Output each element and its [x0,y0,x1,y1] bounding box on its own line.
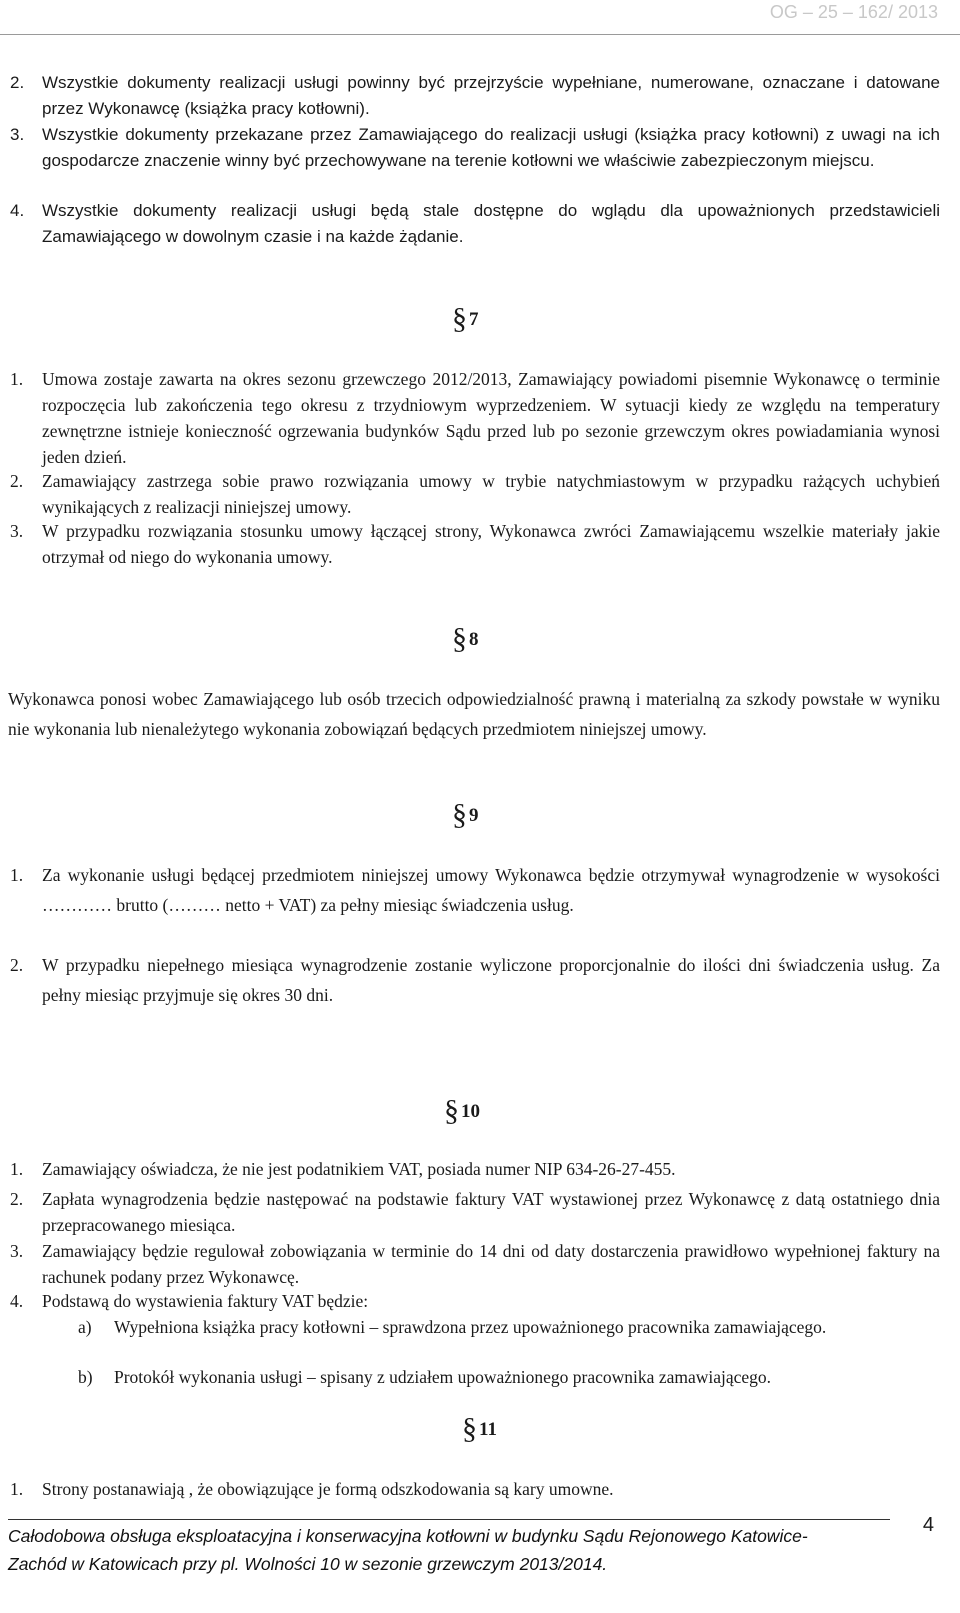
list-item [10,1476,940,1502]
section-sign: § [444,1094,459,1127]
item-number: 4. [10,1291,24,1311]
item-text: Zamawiający będzie regulował zobowiązania w terminie do 14 dni od daty dostarczenia prawidłowo wypełnionej faktury na rachunek podany przez Wykonawcę. [42,1241,940,1287]
item-number: 1. [10,1159,24,1179]
section-sign: § [462,1412,477,1445]
section-heading-7 [452,302,479,336]
item-number: 2. [10,73,25,92]
sub-item-text: Wypełniona książka pracy kotłowni – sprawdzona przez upoważnionego pracownika zamawiającego. [114,1317,827,1337]
item-number: 1. [10,1479,24,1499]
list-item [10,1238,940,1290]
section-number: 9 [469,805,479,826]
sub-item-letter: b) [78,1367,93,1387]
section-number: 10 [461,1101,480,1122]
list-item [10,198,940,250]
list-item [10,1186,940,1238]
footer-divider [8,1519,890,1520]
header-divider [0,34,960,35]
list-item [10,468,940,520]
section-heading-8 [452,622,479,656]
item-text: Podstawą do wystawienia faktury VAT będzie: [42,1291,369,1311]
list-item [10,860,940,920]
sub-item-letter: a) [78,1317,92,1337]
footer-line: Całodobowa obsługa eksploatacyjna i konserwacyjna kotłowni w budynku Sądu Rejonowego Katowice- [8,1526,808,1546]
section-heading-9 [452,798,479,832]
section-number: 11 [479,1419,497,1440]
item-number: 2. [10,1189,24,1209]
item-text: Za wykonanie usługi będącej przedmiotem niniejszej umowy Wykonawca będzie otrzymywał wynagrodzenie w wysokości ………… brutto (……… netto + VAT) za pełny miesiąc świadczenia usług. [42,865,940,915]
item-number: 3. [10,1241,24,1261]
footer-caption [8,1522,888,1578]
list-item [10,518,940,570]
item-text: Umowa zostaje zawarta na okres sezonu grzewczego 2012/2013, Zamawiający powiadomi pisemnie Wykonawcę o terminie rozpoczęcia lub zakończenia tego okresu z trzydniowym wyprzedzeniem. W sytuacji kiedy ze względu na temperatury zewnętrzne istnieje konieczność ogrzewania budynków Sądu przed lub po sezonie grzewczym okres powiadamiania wynosi jeden dzień. [42,369,940,467]
item-number: 4. [10,201,25,220]
section-sign: § [452,798,467,831]
item-text: Zamawiający zastrzega sobie prawo rozwiązania umowy w trybie natychmiastowym w przypadku rażących uchybień wynikających z realizacji niniejszej umowy. [42,471,940,517]
item-text: Wszystkie dokumenty realizacji usługi powinny być przejrzyście wypełniane, numerowane, oznaczane i datowane przez Wykonawcę (książka pracy kotłowni). [42,73,940,118]
item-number: 3. [10,125,25,144]
item-text: Wszystkie dokumenty realizacji usługi będą stale dostępne do wglądu dla upoważnionych przedstawicieli Zamawiającego w dowolnym czasie i na każde żądanie. [42,201,940,246]
item-number: 2. [10,955,24,975]
section-sign: § [452,622,467,655]
section-sign: § [452,302,467,335]
sub-item-text: Protokół wykonania usługi – spisany z udziałem upoważnionego pracownika zamawiającego. [114,1367,772,1387]
section-heading-11 [462,1412,497,1446]
item-text: W przypadku niepełnego miesiąca wynagrodzenie zostanie wyliczone proporcjonalnie do ilości dni świadczenia usług. Za pełny miesiąc przyjmuje się okres 30 dni. [42,955,940,1005]
list-item [10,366,940,470]
item-text: Strony postanawiają , że obowiązujące je formą odszkodowania są kary umowne. [42,1479,614,1499]
list-item [10,1288,940,1314]
item-number: 1. [10,369,24,389]
item-number: 3. [10,521,24,541]
footer-line: Zachód w Katowicach przy pl. Wolności 10 w sezonie grzewczym 2013/2014. [8,1554,608,1574]
sub-list-item [78,1364,940,1390]
section-heading-10 [444,1094,480,1128]
item-text: Wszystkie dokumenty przekazane przez Zamawiającego do realizacji usługi (książka pracy kotłowni) z uwagi na ich gospodarcze znaczenie winny być przechowywane na terenie kotłowni we właściwie zabezpieczonym miejscu. [42,125,940,170]
item-text: W przypadku rozwiązania stosunku umowy łączącej strony, Wykonawca zwróci Zamawiającemu wszelkie materiały jakie otrzymał od niego do wykonania umowy. [42,521,940,567]
item-text: Zamawiający oświadcza, że nie jest podatnikiem VAT, posiada numer NIP 634-26-27-455. [42,1159,676,1179]
list-item [10,122,940,174]
item-number: 2. [10,471,24,491]
page-number: 4 [922,1514,934,1536]
section-paragraph: Wykonawca ponosi wobec Zamawiającego lub osób trzecich odpowiedzialność prawną i materialną za szkody powstałe w wyniku nie wykonania lub nienależytego wykonania zobowiązań będących przedmiotem niniejszej umowy. [8,689,940,739]
list-item [10,950,940,1010]
section-number: 7 [469,309,479,330]
item-number: 1. [10,865,24,885]
list-item [10,70,940,122]
document-reference: OG – 25 – 162/ 2013 [769,2,938,22]
section-number: 8 [469,629,479,650]
list-item [10,1156,940,1182]
sub-list-item [78,1314,940,1340]
item-text: Zapłata wynagrodzenia będzie następować na podstawie faktury VAT wystawionej przez Wykonawcę z datą ostatniego dnia przepracowanego miesiąca. [42,1189,940,1235]
